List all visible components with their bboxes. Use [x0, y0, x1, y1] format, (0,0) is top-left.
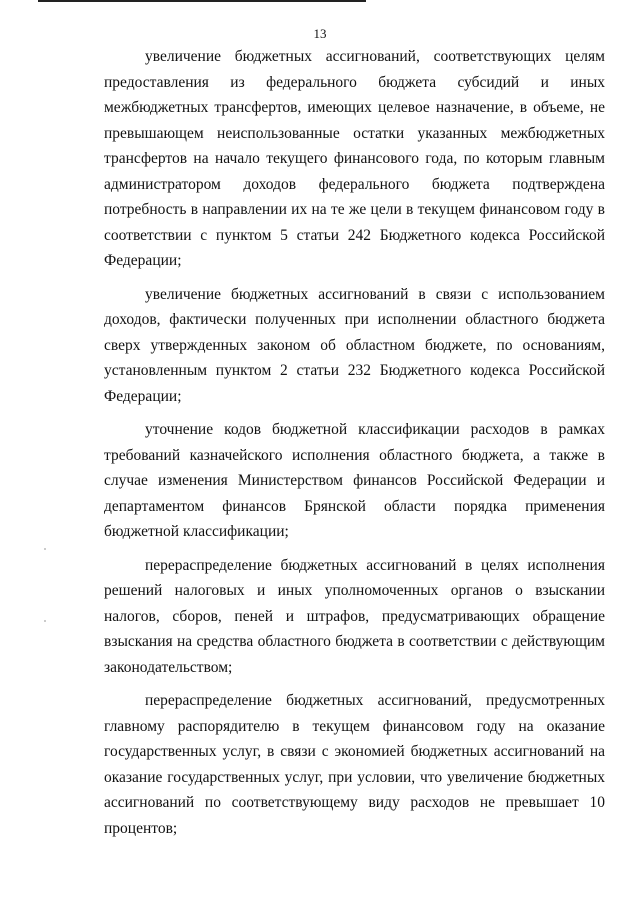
paragraph-budget-increase-transfers: увеличение бюджетных ассигнований, соответствующих целям предоставления из федерального бюджета субсидий и иных межбюджетных трансфертов, имеющих целевое назначение, в объеме, не превышающем неиспользованные остатки указанных межбюджетных трансфертов на начало текущего финансового года, по которым главным администратором доходов федерального бюджета подтверждена потребность в направлении их на те же цели в текущем финансовом году в соответствии с пунктом 5 статьи 242 Бюджетного кодекса Российской Федерации;: [104, 48, 605, 269]
page-number: 13: [313, 26, 327, 41]
paragraph-classification-codes: уточнение кодов бюджетной классификации расходов в рамках требований казначейского исполнения областного бюджета, а также в случае изменения Министерством финансов Российской Федерации и департаментом финансов Брянской области порядка применения бюджетной классификации;: [104, 421, 605, 540]
top-border-line: [38, 0, 366, 2]
scan-speck: [44, 620, 46, 622]
paragraph-state-services-savings: перераспределение бюджетных ассигнований, предусмотренных главному распорядителю в текущем финансовом году на оказание государственных услуг, в связи с экономией бюджетных ассигнований на оказание государственных услуг, при условии, что увеличение бюджетных ассигнований по соответствующему виду расходов не превышает 10 процентов;: [104, 692, 605, 837]
document-body: [104, 44, 605, 849]
paragraph-budget-increase-revenue: увеличение бюджетных ассигнований в связи с использованием доходов, фактически полученных при исполнении областного бюджета сверх утвержденных законом об областном бюджете, по основаниям, установленным пунктом 2 статьи 232 Бюджетного кодекса Российской Федерации;: [104, 285, 605, 405]
paragraph-tax-enforcement: перераспределение бюджетных ассигнований в целях исполнения решений налоговых и иных уполномоченных органов о взыскании налогов, сборов, пеней и штрафов, предусматривающих обращение взыскания на средства областного бюджета в соответствии с действующим законодательством;: [104, 556, 605, 676]
scan-speck: [44, 548, 46, 550]
